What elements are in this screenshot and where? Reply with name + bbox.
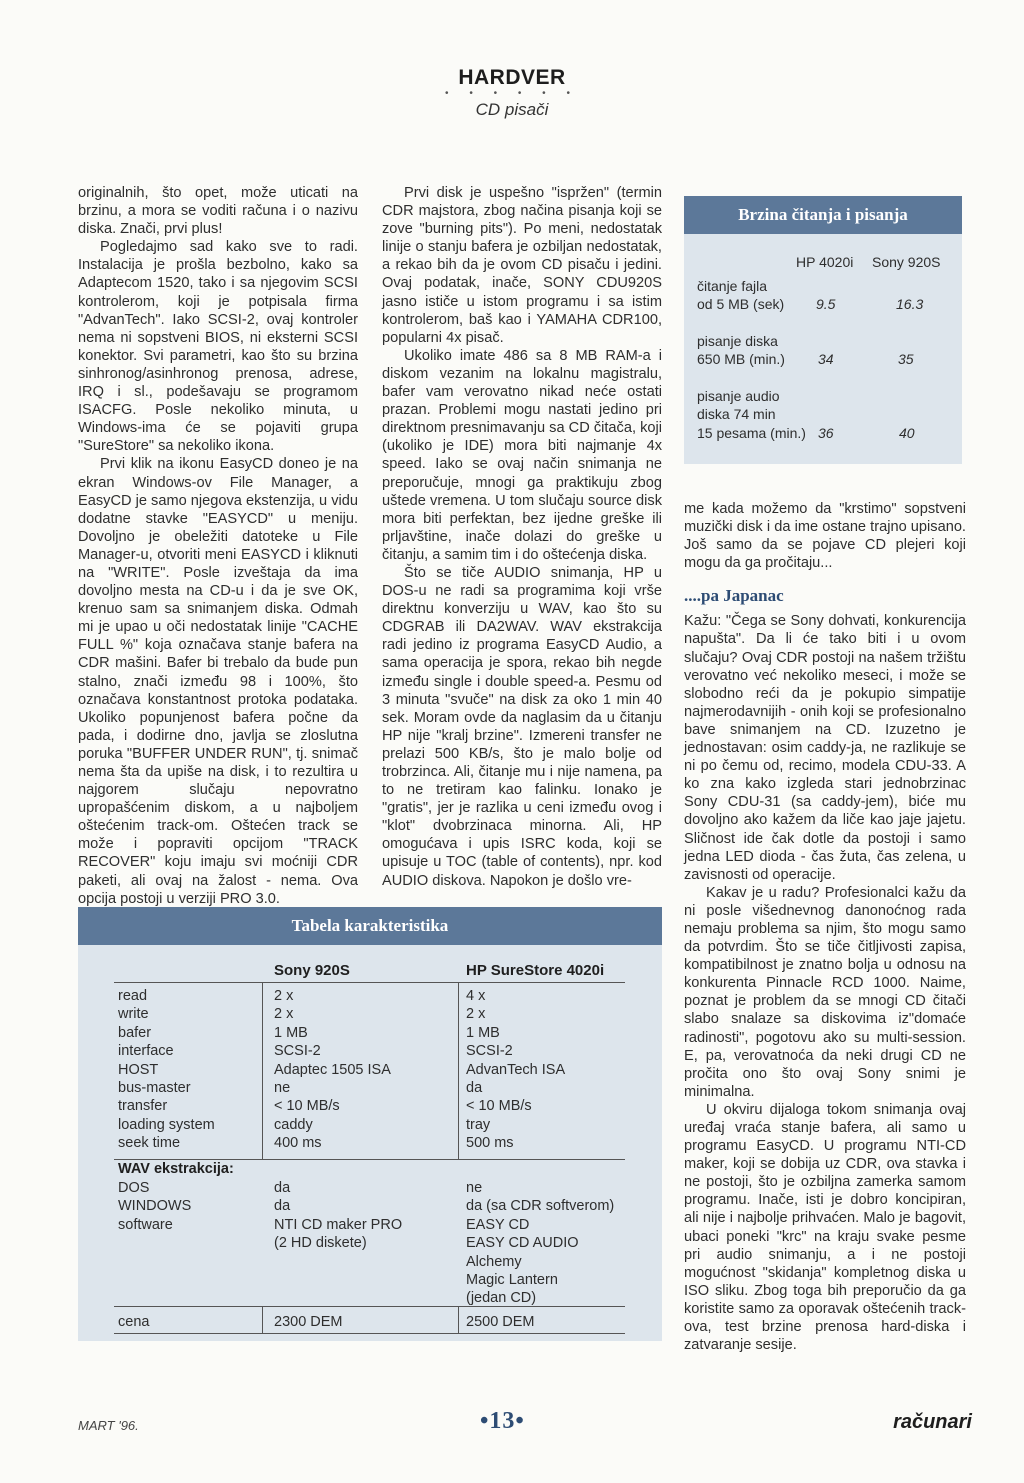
article-column-2 [382, 184, 662, 890]
speed-value-hp: 9.5 [816, 296, 836, 312]
spec-row-label: seek time [118, 1135, 181, 1152]
spec-row-label: bafer [118, 1024, 152, 1041]
wav-value-hp: ne [466, 1180, 483, 1196]
price-sony: 2300 DEM [274, 1314, 343, 1330]
speed-row-label: čitanje fajla [697, 278, 768, 294]
subsection-title: CD pisači [475, 100, 549, 119]
paragraph: Prvi klik na ikonu EasyCD doneo je na ekran Windows-ov File Manager, a EasyCD je samo njegova ekstenzija, u vidu dodatne stavke "EASYCD" u meniju. Dovoljno je obeležiti datoteke u File Manager-u, otvoriti meni EASYCD i kliknuti na "WRITE". Posle izveštaja da ima dovoljno mesta na CD-u i da je sve OK, krenuo sam sa snimanjem diska. Odmah mi je upao u oči nedostatak linije "CACHE FULL %" koja označava stanje bafera na CDR mašini. Bafer bi trebalo da bude pun stalno, znači između 98 i 100%, što označava konstantnost protoka podataka. Ukoliko popunjenost bafera počne da pada, i dodirne dno, javlja se zloslutna poruka "BUFFER UNDER RUN", tj. snimač nema šta da upiše na disk, i to rezultira u najgorem slučaju nepovratno upropašćenim diskom, a u najboljem oštećenim track-om. Oštećen track se može i popraviti opcijom "TRACK RECOVER" koju imaju svi moćniji CDR paketi, ali ovaj na žalost - nema. Ova opcija postoji u verziji PRO 3.0. [78, 456, 358, 907]
spec-row-label: write [118, 1006, 149, 1023]
header-dots: • • • • • • [445, 88, 579, 99]
spec-value-sony: caddy [274, 1116, 313, 1133]
wav-value-sony: da [274, 1180, 291, 1196]
spec-row-label: HOST [118, 1061, 159, 1078]
spec-value-hp: < 10 MB/s [466, 1098, 532, 1115]
table-rule [114, 1306, 625, 1307]
price-hp: 2500 DEM [466, 1314, 535, 1330]
wav-value-sony: NTI CD maker PRO (2 HD diskete) [274, 1216, 403, 1252]
article-column-1 [78, 184, 358, 908]
issue-date: MART '96. [78, 1418, 139, 1433]
paragraph: Kakav je u radu? Profesionalci kažu da ni posle višednevnog danonoćnog rada nemaju problema sa njim, što mogu samo da potvrdim. Što se tiče čitljivosti zapisa, kompatibilnost je znatno bolja u odnosu na konkurenta Pinnacle RCD 1000. Naime, poznat je problem da se mnogi CD čitači slabo snalaze sa diskovima iz"domaće radinosti", pogotovu ako su multi-session. E, pa, verovatnoća da neki drugi CD ne pročita ono što ovaj Sony snimi je minimalna. [684, 884, 966, 1100]
spec-value-hp: 4 x [466, 988, 486, 1004]
table-rule [262, 982, 263, 1159]
paragraph: U okviru dijaloga tokom snimanja ovaj uređaj vraća stanje bafera, ali samo u programu EasyCD. U programu NTI-CD maker, koji se dobija uz CDR, ova stavka i ne postoji, što je ozbiljna zamerka samom programu. Inače, isti je dobro koncipiran, ali nije i najbolje prihvaćen. Malo je bagovit, ubaci poneki "krc" na kraju svake pesme pri audio snimanju, a i ne postoji mogućnost "skidanja" kompletnog diska u ISO sliku. Zbog toga bih preporučio da ga koristite samo za oporavak oštećenih track-ova, test brzine prenosa hard-diska i zatvaranje sesije. [684, 1101, 966, 1354]
speed-row-label: 650 MB (min.) [697, 351, 785, 367]
spec-row-label: interface [118, 1043, 174, 1060]
speed-row-label: 15 pesama (min.) [697, 425, 806, 441]
speed-row-label: diska 74 min [697, 406, 776, 422]
speed-row-label: pisanje diska [697, 333, 778, 349]
spec-row-label: read [118, 988, 148, 1004]
spec-col-sony: Sony 920S [274, 962, 350, 979]
table-rule [458, 1306, 459, 1333]
spec-value-hp: 500 ms [466, 1135, 514, 1152]
spec-value-hp: AdvanTech ISA [466, 1061, 566, 1078]
paragraph: originalnih, što opet, može uticati na brzinu, a mora se voditi računa i o nazivu diska. Znači, prvi plus! [78, 185, 358, 238]
paragraph: Ukoliko imate 486 sa 8 MB RAM-a i diskom vezanim na lokalnu magistralu, bafer vam verovatno nikad neće ostati prazan. Problemi mogu nastati jedino pri direktnom presnimavanju sa CD čitača, koji (ukoliko je IDE) mora biti najmanje 4x speed. Iako se ovaj način snimanja ne preporučuje, mnogi ga praktikuju zbog uštede vremena. U tom slučaju source disk mora biti perfektan, bez ijedne greške ili prljavštine, inače dolazi do greške u čitanju, a samim tim i do oštećenja diska. [382, 347, 662, 563]
spec-col-hp: HP SureStore 4020i [466, 962, 605, 979]
spec-value-sony: 1 MB [274, 1024, 308, 1041]
spec-value-sony: SCSI-2 [274, 1043, 321, 1060]
spec-value-hp: SCSI-2 [466, 1043, 513, 1060]
table-rule [458, 982, 459, 1159]
spec-table-box [78, 907, 662, 1341]
wav-value-hp: da (sa CDR softverom) [466, 1198, 615, 1215]
spec-value-sony: 400 ms [274, 1135, 322, 1152]
article-column-3 [684, 500, 966, 1354]
speed-col-sony: Sony 920S [872, 254, 941, 270]
spec-row-label: loading system [118, 1116, 215, 1133]
speed-value-sony: 16.3 [896, 296, 924, 312]
wav-value-hp: EASY CD EASY CD AUDIO Alchemy Magic Lantern (jedan CD) [466, 1216, 579, 1307]
paragraph: Prvi disk je uspešno "ispržen" (termin CDR majstora, zbog načina pisanja koji se zove "burning pits"). Po meni, nedostatak linije o stanju bafera je ozbiljan nedostatak, a rekao bih da je ovom CD pisaču i jedini. Ovaj podatak, inače, SONY CDU920S jasno ističe u istom programu i sa istim kontrolerom, baš kao i YAMAHA CDR100, popularni 4x pisač. [382, 185, 662, 346]
table-rule [114, 982, 625, 983]
speed-value-sony: 35 [898, 351, 914, 367]
paragraph: Kažu: "Čega se Sony dohvati, konkurencija napušta". Da li će tako biti i u ovom slučaju? Ovaj CDR postoji na našem tržištu verovatno već nekoliko meseci, i može se slobodno reći da je pokupio simpatije najmerodavnijih - onih koji se profesionalno bave snimanjem na CD. Izuzetno je jednostavan: osim caddy-ja, ne razlikuje se ni po čemu od, recimo, modela CDU-33. A ko zna kako izgleda stari jednobrzinac Sony CDU-31 (sa caddy-jem), biće mu dovoljno ako kažem da liče kao jaje jajetu. Sličnost ide čak dotle da postoji i samo jedna LED dioda - čas žuta, čas zelena, u zavisnosti od operacije. [684, 613, 966, 883]
speed-value-sony: 40 [899, 425, 915, 441]
table-rule [114, 1333, 625, 1334]
spec-value-hp: 2 x [466, 1006, 486, 1023]
spec-value-sony: 2 x [274, 1006, 294, 1023]
magazine-logo: računari [893, 1411, 972, 1433]
speed-sidebar-title: Brzina čitanja i pisanja [684, 196, 962, 234]
speed-value-hp: 36 [818, 425, 834, 441]
paragraph: me kada možemo da "krstimo" sopstveni muzički disk i da ime ostane trajno upisano. Još samo da se pojave CD plejeri koji mogu da ga pročitaju... [684, 501, 966, 572]
table-rule [262, 1306, 263, 1333]
spec-value-hp: 1 MB [466, 1024, 500, 1041]
spec-row-label: bus-master [118, 1080, 191, 1096]
spec-value-hp: da [466, 1080, 483, 1096]
paragraph: Što se tiče AUDIO snimanja, HP u DOS-u ne radi sa programima koji vrše direktnu konverziju u WAV, kao što su CDGRAB ili DA2WAV. WAV ekstrakcija radi jedino iz programa EasyCD Audio, a sama operacija je spora, rekao bih negde između single i double speed-a. Pesmu od 3 minuta "svuče" na disk za oko 1 min 40 sek. Moram ovde da naglasim da u čitanju HP nije "kralj brzine". Izmereni transfer ne prelazi 500 KB/s, što je malo bolje od trobrzinca. Ali, čitanje mu i nije namena, pa to ne tretiram kao falinku. Ionako je "gratis", jer je razlika u ceni između ovog i "klot" dvobrzinaca minorna. Ali, HP omogućava i upis ISRC koda, koji se upisuje u TOC (table of contents), npr. kod AUDIO diskova. Napokon je došlo vre- [382, 564, 662, 889]
spec-table-title: Tabela karakteristika [78, 907, 662, 945]
spec-value-sony: Adaptec 1505 ISA [274, 1061, 391, 1078]
page-number: •13• [480, 1408, 525, 1434]
price-label: cena [118, 1314, 150, 1330]
wav-row-label: software [118, 1216, 173, 1233]
section-header: HARDVER [458, 66, 566, 89]
spec-row-label: transfer [118, 1098, 168, 1115]
speed-col-hp: HP 4020i [796, 254, 854, 270]
wav-row-label: DOS [118, 1180, 150, 1196]
spec-value-sony: < 10 MB/s [274, 1098, 340, 1115]
speed-sidebar [684, 196, 962, 464]
spec-value-sony: ne [274, 1080, 291, 1096]
paragraph: Pogledajmo sad kako sve to radi. Instalacija je prošla bezbolno, kako sa Adaptecom 1520, tako i sa njegovim SCSI kontrolerom, koji je potpisala firma "AdvanTech". Iako SCSI-2, ovaj kontroler nema ni sopstveni BIOS, ni eksterni SCSI konektor. Svi parametri, kao što su brzina sinhronog/asinhronog prenosa, adrese, IRQ i sl., podešavaju se programom ISACFG. Posle nekoliko minuta, u Windows-ima će se pojaviti grupa "SureStore" sa nekoliko ikona. [78, 239, 358, 455]
wav-row-label: WINDOWS [118, 1198, 192, 1215]
speed-row-label: od 5 MB (sek) [697, 296, 785, 312]
speed-row-label: pisanje audio [697, 388, 780, 404]
subheading: ....pa Japanac [684, 586, 784, 606]
speed-value-hp: 34 [818, 351, 834, 367]
wav-value-sony: da [274, 1198, 291, 1215]
spec-value-sony: 2 x [274, 988, 294, 1004]
spec-value-hp: tray [466, 1116, 491, 1133]
wav-heading: WAV ekstrakcija: [118, 1161, 234, 1177]
